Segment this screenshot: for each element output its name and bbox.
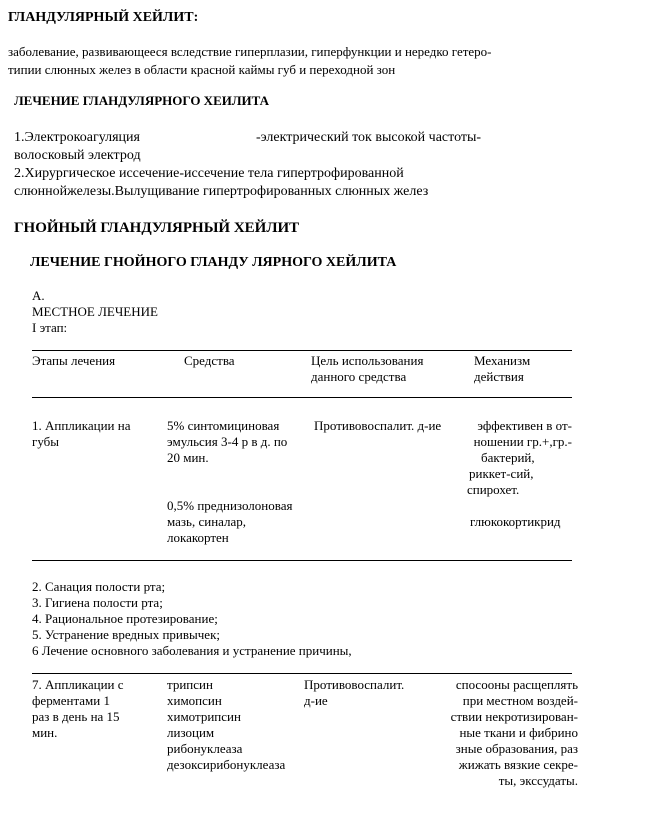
row1-stage-line-2: губы [32,434,60,449]
row7-means-4: лизоцим [167,725,215,740]
treatment-item1-right: -электрический ток высокой частоты- [256,130,482,145]
row7-stage-line-2: ферментами 1 [32,693,110,708]
header-purpose-2: данного средства [311,369,407,384]
row7-means-5: рибонуклеаза [167,741,243,756]
row7-means-2: химопсин [167,693,222,708]
row7-purpose-2: д-ие [304,693,328,708]
table-top-rule [32,350,572,351]
row7-purpose-1: Противовоспалит. [304,677,405,692]
row7-means-6: дезоксирибонуклеаза [167,757,286,772]
step-item-6: 6 Лечение основного заболевания и устранение причины, [32,643,352,658]
row1-stage-line-1: 1. Аппликации на [32,418,131,433]
row7-stage-line-4: мин. [32,725,58,740]
heading-purulent-cheilitis: ГНОЙНЫЙ ГЛАНДУЛЯРНЫЙ ХЕЙЛИТ [14,220,300,236]
step-item-5: 5. Устранение вредных привычек; [32,627,220,642]
treatment-item1-line2: волосковый электрод [14,148,141,163]
step-item-4: 4. Рациональное протезирование; [32,611,218,626]
row1-means-a-1: 5% синтомициновая [167,418,280,433]
row7-mechanism-1: спосооны расщеплять [455,677,578,692]
row7-stage-line-3: раз в день на 15 [32,709,120,724]
row1-mechanism-a-4: риккет-сий, [469,466,534,481]
heading-purulent-treatment: ЛЕЧЕНИЕ ГНОЙНОГО ГЛАНДУ ЛЯРНОГО ХЕЙЛИТА [30,255,397,270]
row1-mechanism-a-1: эффективен в от- [477,418,572,433]
row7-means-1: трипсин [167,677,213,692]
row1-mechanism-a-2: ношении гр.+,гр.- [473,434,572,449]
row7-stage-line-1: 7. Аппликации с [32,677,124,692]
row7-mechanism-3: ствии некротизирован- [450,709,578,724]
row1-mechanism-b: глюкокортикрид [470,514,561,529]
row1-means-b-3: локакортен [167,530,229,545]
row7-mechanism-5: зные образования, раз [455,741,578,756]
row7-top-rule [32,673,572,674]
row1-purpose: Противовоспалит. д-ие [314,418,442,433]
header-mechanism-2: действия [474,369,524,384]
step-item-3: 3. Гигиена полости рта; [32,595,163,610]
row1-mechanism-a-5: спирохет. [467,482,520,497]
row1-mechanism-a-3: бактерий, [481,450,535,465]
heading-treatment: ЛЕЧЕНИЕ ГЛАНДУЛЯРНОГО ХЕИЛИТА [14,93,270,108]
header-mechanism-1: Механизм [474,353,531,368]
treatment-item2-line1: 2.Хирургическое иссечение-иссечение тела гипертрофированной [14,166,404,181]
row1-means-b-1: 0,5% преднизолоновая [167,498,293,513]
row7-mechanism-4: ные ткани и фибрино [459,725,578,740]
definition-line-1: заболевание, развивающееся вследствие гиперплазии, гиперфункции и нередко гетеро- [8,44,492,59]
section-letter: А. [32,288,45,303]
section-title: МЕСТНОЕ ЛЕЧЕНИЕ [32,304,158,319]
row1-means-b-2: мазь, синалар, [167,514,247,529]
row1-means-a-3: 20 мин. [167,450,209,465]
row1-means-a-2: эмульсия 3-4 р в д. по [167,434,288,449]
treatment-item2-line2: слюннойжелезы.Вылущивание гипертрофированных слюнных желез [14,184,429,199]
header-stages: Этапы лечения [32,353,116,368]
row1-bottom-rule [32,560,572,561]
treatment-item1-left: 1.Электрокоагуляция [14,130,140,145]
section-stage: I этап: [32,320,68,335]
header-bottom-rule [32,397,572,398]
row7-means-3: химотрипсин [167,709,241,724]
heading-glandular-cheilitis: ГЛАНДУЛЯРНЫЙ ХЕЙЛИТ: [8,10,199,25]
row7-mechanism-2: при местном воздей- [462,693,578,708]
definition-line-2: типии слюнных желез в области красной каймы губ и переходной зон [8,62,396,77]
header-means: Средства [184,353,235,368]
header-purpose-1: Цель использования [311,353,424,368]
row7-mechanism-6: жижать вязкие секре- [458,757,578,772]
row7-mechanism-7: ты, экссудаты. [498,773,578,788]
step-item-2: 2. Санация полости рта; [32,579,166,594]
